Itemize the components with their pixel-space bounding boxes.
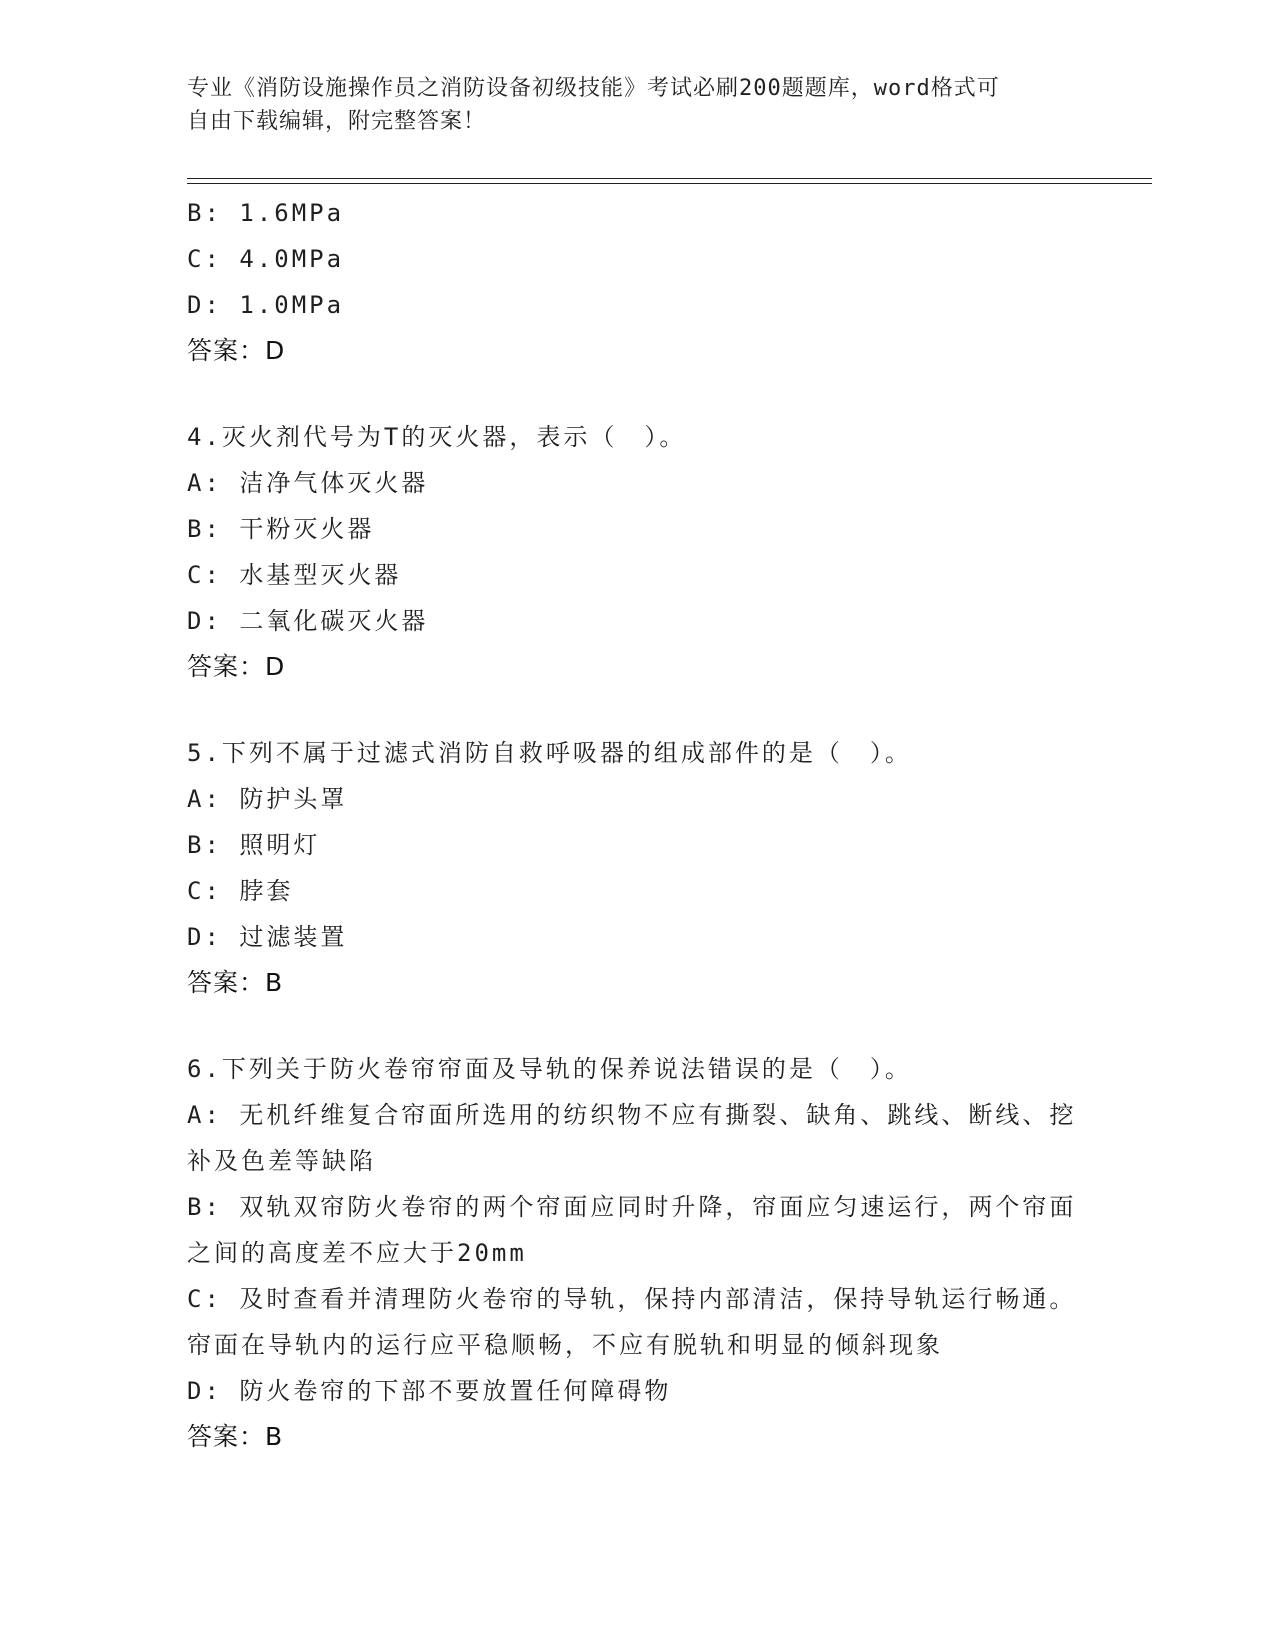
question-3-option-c: C: 4.0MPa [187, 245, 345, 273]
question-4-option-a: A: 洁净气体灭火器 [187, 469, 429, 497]
question-4-stem: 4.灭火剂代号为T的灭火器，表示（ ）。 [187, 423, 687, 451]
question-3-option-b: B: 1.6MPa [187, 199, 345, 227]
question-6-stem: 6.下列关于防火卷帘帘面及导轨的保养说法错误的是（ ）。 [187, 1055, 912, 1083]
question-5-option-c: C: 脖套 [187, 877, 294, 905]
question-3-answer: 答案：D [187, 336, 286, 365]
header-divider-top [187, 178, 1152, 179]
question-5-option-d: D: 过滤装置 [187, 923, 348, 951]
question-3-option-d: D: 1.0MPa [187, 291, 345, 319]
question-5-option-b: B: 照明灯 [187, 831, 321, 859]
question-5-stem: 5.下列不属于过滤式消防自救呼吸器的组成部件的是（ ）。 [187, 739, 912, 767]
question-6-option-a: A: 无机纤维复合帘面所选用的纺织物不应有撕裂、缺角、跳线、断线、挖补及色差等缺陷 [187, 1101, 1077, 1175]
question-6-option-d: D: 防火卷帘的下部不要放置任何障碍物 [187, 1377, 672, 1405]
question-4-option-b: B: 干粉灭火器 [187, 515, 375, 543]
question-5-answer: 答案：B [187, 968, 284, 997]
header-title-line-2: 自由下载编辑，附完整答案！ [187, 109, 487, 134]
question-4-answer: 答案：D [187, 652, 286, 681]
header-title-line-1: 专业《消防设施操作员之消防设备初级技能》考试必刷200题题库，word格式可 [187, 76, 1000, 101]
document-header [187, 72, 1067, 138]
question-6-block [187, 1046, 1087, 1460]
question-3-block [187, 190, 1087, 374]
question-5-option-a: A: 防护头罩 [187, 785, 348, 813]
header-divider-bottom [187, 183, 1152, 184]
question-4-option-c: C: 水基型灭火器 [187, 561, 402, 589]
question-4-option-d: D: 二氧化碳灭火器 [187, 607, 429, 635]
question-4-block [187, 414, 1087, 690]
question-5-block [187, 730, 1087, 1006]
question-list [187, 190, 1087, 1460]
question-6-option-c: C: 及时查看并清理防火卷帘的导轨，保持内部清洁，保持导轨运行畅通。帘面在导轨内的运行应平稳顺畅，不应有脱轨和明显的倾斜现象 [187, 1285, 1077, 1359]
question-6-option-b: B: 双轨双帘防火卷帘的两个帘面应同时升降，帘面应匀速运行，两个帘面之间的高度差不应大于20mm [187, 1193, 1077, 1267]
question-6-answer: 答案：B [187, 1422, 284, 1451]
